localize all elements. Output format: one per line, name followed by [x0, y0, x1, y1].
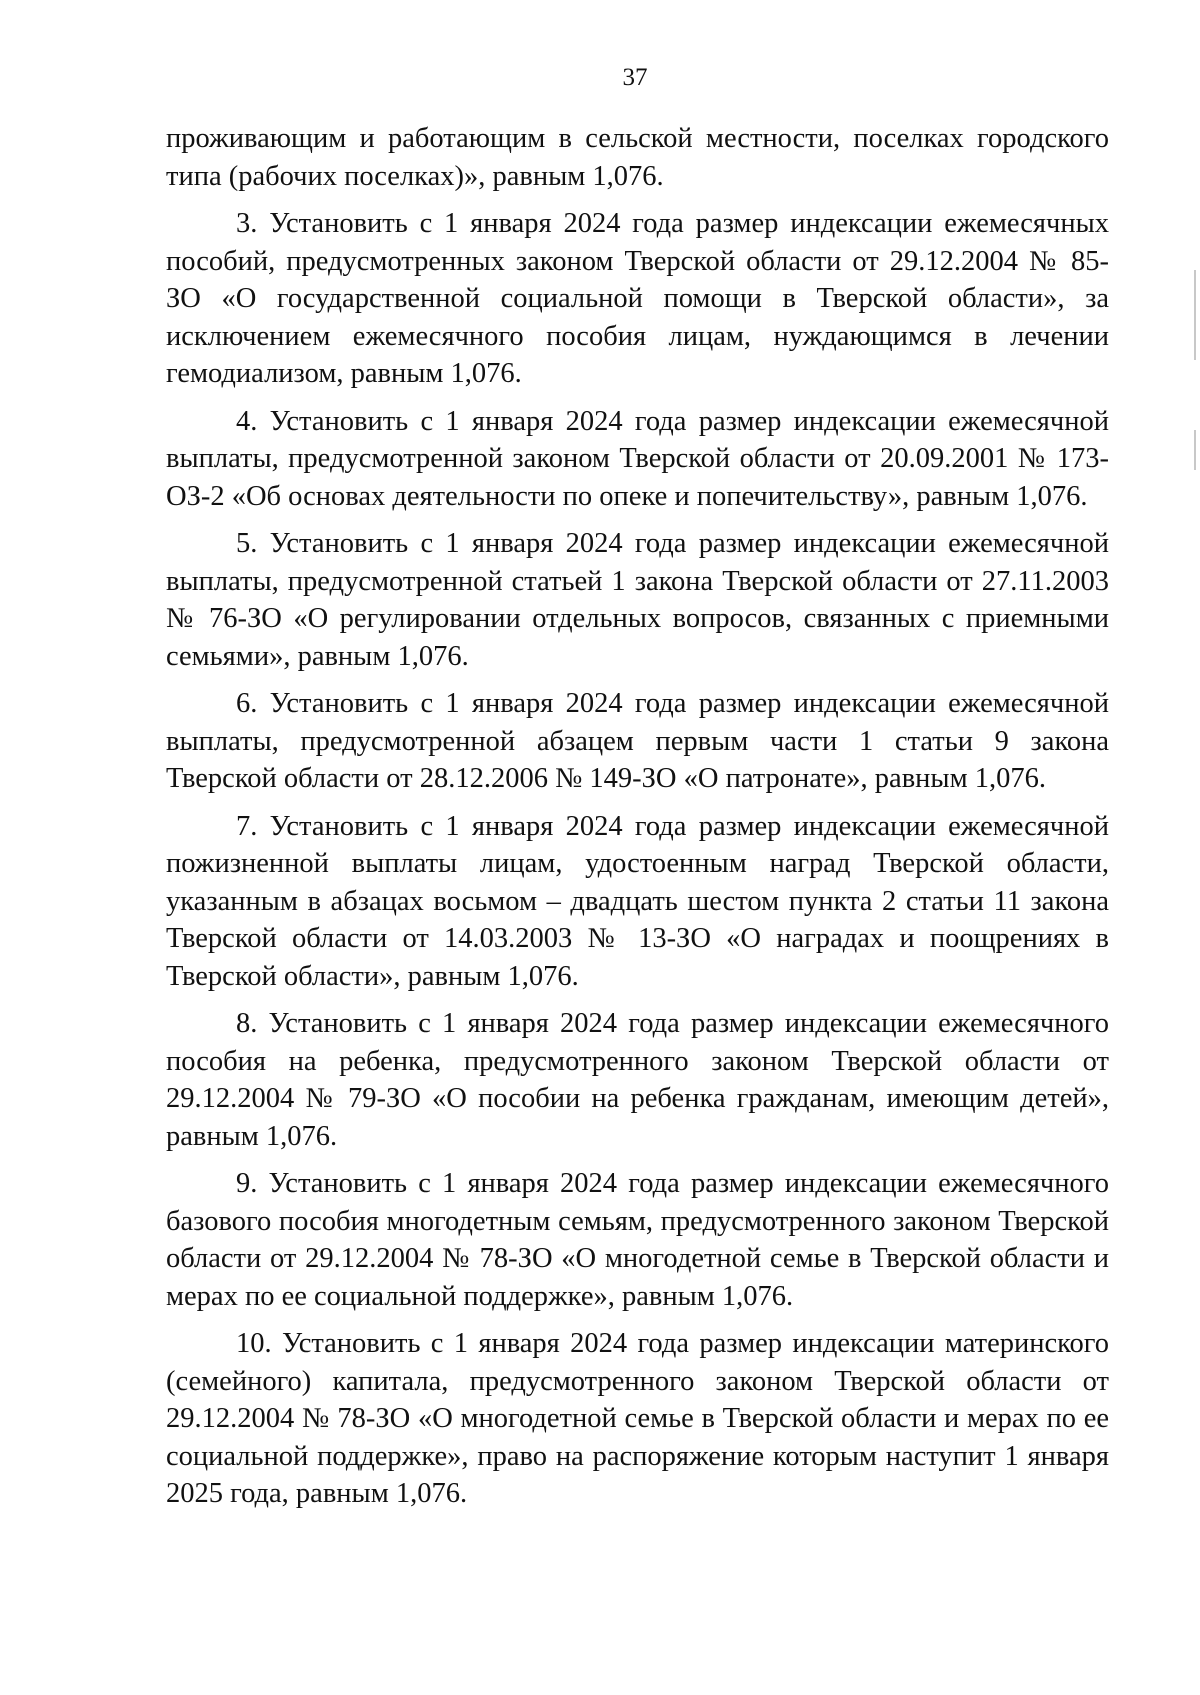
paragraph-item-3: 3. Установить с 1 января 2024 года размер индексации ежемесячных пособий, предусмотренных законом Тверской области от 29.12.2004 № 85-ЗО «О государственной социальной помощи в Тверской области», за исключением ежемесячного пособия лицам, нуждающимся в лечении гемодиализом, равным 1,076. — [166, 208, 1109, 389]
scan-edge-mark — [1194, 430, 1196, 470]
paragraph-item-8: 8. Установить с 1 января 2024 года размер индексации ежемесячного пособия на ребенка, предусмотренного законом Тверской области от 29.12.2004 № 79-ЗО «О пособии на ребенка гражданам, имеющим детей», равным 1,076. — [166, 1008, 1109, 1152]
paragraph-item-5: 5. Установить с 1 января 2024 года размер индексации ежемесячной выплаты, предусмотренной статьей 1 закона Тверской области от 27.11.2003 № 76-ЗО «О регулировании отдельных вопросов, связанных с приемными семьями», равным 1,076. — [166, 528, 1109, 672]
page-number: 37 — [622, 64, 648, 91]
paragraph-item-10: 10. Установить с 1 января 2024 года размер индексации материнского (семейного) капитала, предусмотренного законом Тверской области от 29.12.2004 № 78-ЗО «О многодетной семье в Тверской области и мерах по ее социальной поддержке», право на распоряжение которым наступит 1 января 2025 года, равным 1,076. — [166, 1328, 1109, 1509]
paragraph-item-6: 6. Установить с 1 января 2024 года размер индексации ежемесячной выплаты, предусмотренной абзацем первым части 1 статьи 9 закона Тверской области от 28.12.2006 № 149-ЗО «О патронате», равным 1,076. — [166, 688, 1109, 794]
scan-edge-mark — [1194, 270, 1196, 360]
paragraph-item-9: 9. Установить с 1 января 2024 года размер индексации ежемесячного базового пособия многодетным семьям, предусмотренного законом Тверской области от 29.12.2004 № 78-ЗО «О многодетной семье в Тверской области и мерах по ее социальной поддержке», равным 1,076. — [166, 1168, 1109, 1312]
paragraph-item-4: 4. Установить с 1 января 2024 года размер индексации ежемесячной выплаты, предусмотренной законом Тверской области от 20.09.2001 № 173-ОЗ-2 «Об основах деятельности по опеке и попечительству», равным 1,076. — [166, 405, 1109, 512]
paragraph-continuation: проживающим и работающим в сельской местности, поселках городского типа (рабочих поселках)», равным 1,076. — [166, 123, 1109, 192]
document-body — [166, 120, 1109, 1523]
paragraph-item-7: 7. Установить с 1 января 2024 года размер индексации ежемесячной пожизненной выплаты лицам, удостоенным наград Тверской области, указанным в абзацах восьмом – двадцать шестом пункта 2 статьи 11 закона Тверской области от 14.03.2003 № 13-ЗО «О наградах и поощрениях в Тверской области», равным 1,076. — [166, 810, 1109, 992]
